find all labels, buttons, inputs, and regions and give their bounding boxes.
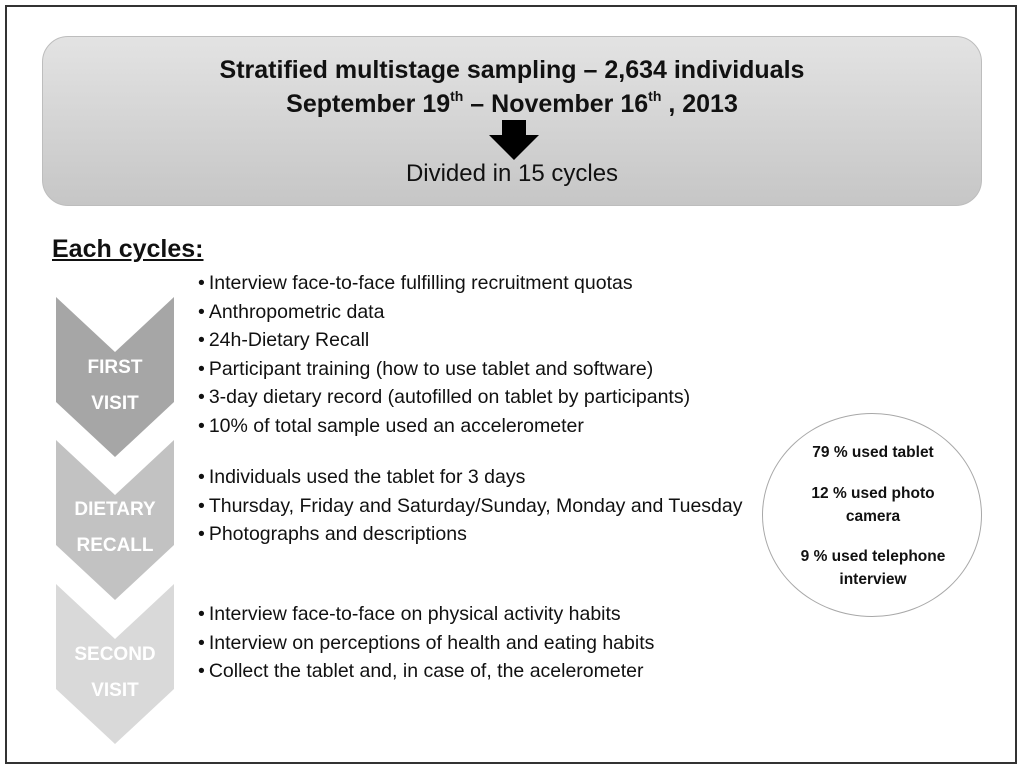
stat-tablet: 79 % used tablet: [812, 444, 934, 461]
list-item: • Anthropometric data: [198, 298, 690, 327]
stage-second-visit-label-2: VISIT: [91, 680, 139, 701]
header-panel: [42, 36, 982, 206]
stage-second-visit-list: [198, 600, 654, 686]
list-item: • 10% of total sample used an accelerometer: [198, 412, 690, 441]
stat-telephone-line-1: 9 % used telephone: [800, 548, 946, 565]
list-item: • Interview face-to-face on physical activity habits: [198, 600, 654, 629]
stage-dietary-recall-label-2: RECALL: [76, 535, 154, 556]
stage-first-visit-label-1: FIRST: [87, 357, 143, 378]
header-dates: [43, 89, 981, 119]
stage-second-visit-label-1: SECOND: [74, 644, 156, 665]
stage-dietary-recall-chevron: [56, 440, 174, 600]
date-end-suffix: th: [648, 87, 662, 104]
list-item: • Participant training (how to use tablet and software): [198, 355, 690, 384]
stat-photo-line-1: 12 % used photo: [811, 485, 935, 502]
date-start: September 19: [286, 90, 451, 118]
stage-dietary-recall-label-1: DIETARY: [74, 499, 156, 520]
header-title: Stratified multistage sampling – 2,634 individuals: [219, 56, 805, 84]
list-item: • Thursday, Friday and Saturday/Sunday, Monday and Tuesday: [198, 492, 743, 521]
usage-stats-circle: [762, 413, 982, 617]
date-year: , 2013: [661, 90, 738, 118]
stat-telephone-line-2: interview: [839, 571, 907, 588]
date-start-suffix: th: [450, 87, 464, 104]
list-item: • Interview on perceptions of health and eating habits: [198, 629, 654, 658]
stage-first-visit-label-2: VISIT: [91, 393, 139, 414]
arrow-down-icon: [489, 120, 539, 160]
stage-dietary-recall-list: [198, 463, 743, 549]
stage-second-visit-chevron: [56, 584, 174, 744]
stage-first-visit-chevron: [56, 297, 174, 457]
list-item: • 24h-Dietary Recall: [198, 326, 690, 355]
list-item: • 3-day dietary record (autofilled on tablet by participants): [198, 383, 690, 412]
stat-photo-line-2: camera: [845, 508, 901, 525]
list-item: • Photographs and descriptions: [198, 520, 743, 549]
list-item: • Interview face-to-face fulfilling recruitment quotas: [198, 269, 690, 298]
section-heading: Each cycles:: [52, 235, 204, 263]
list-item: • Collect the tablet and, in case of, the acelerometer: [198, 657, 654, 686]
date-end: – November 16: [463, 90, 649, 118]
stage-first-visit-list: [198, 269, 690, 440]
cycles-count: Divided in 15 cycles: [405, 160, 619, 187]
list-item: • Individuals used the tablet for 3 days: [198, 463, 743, 492]
